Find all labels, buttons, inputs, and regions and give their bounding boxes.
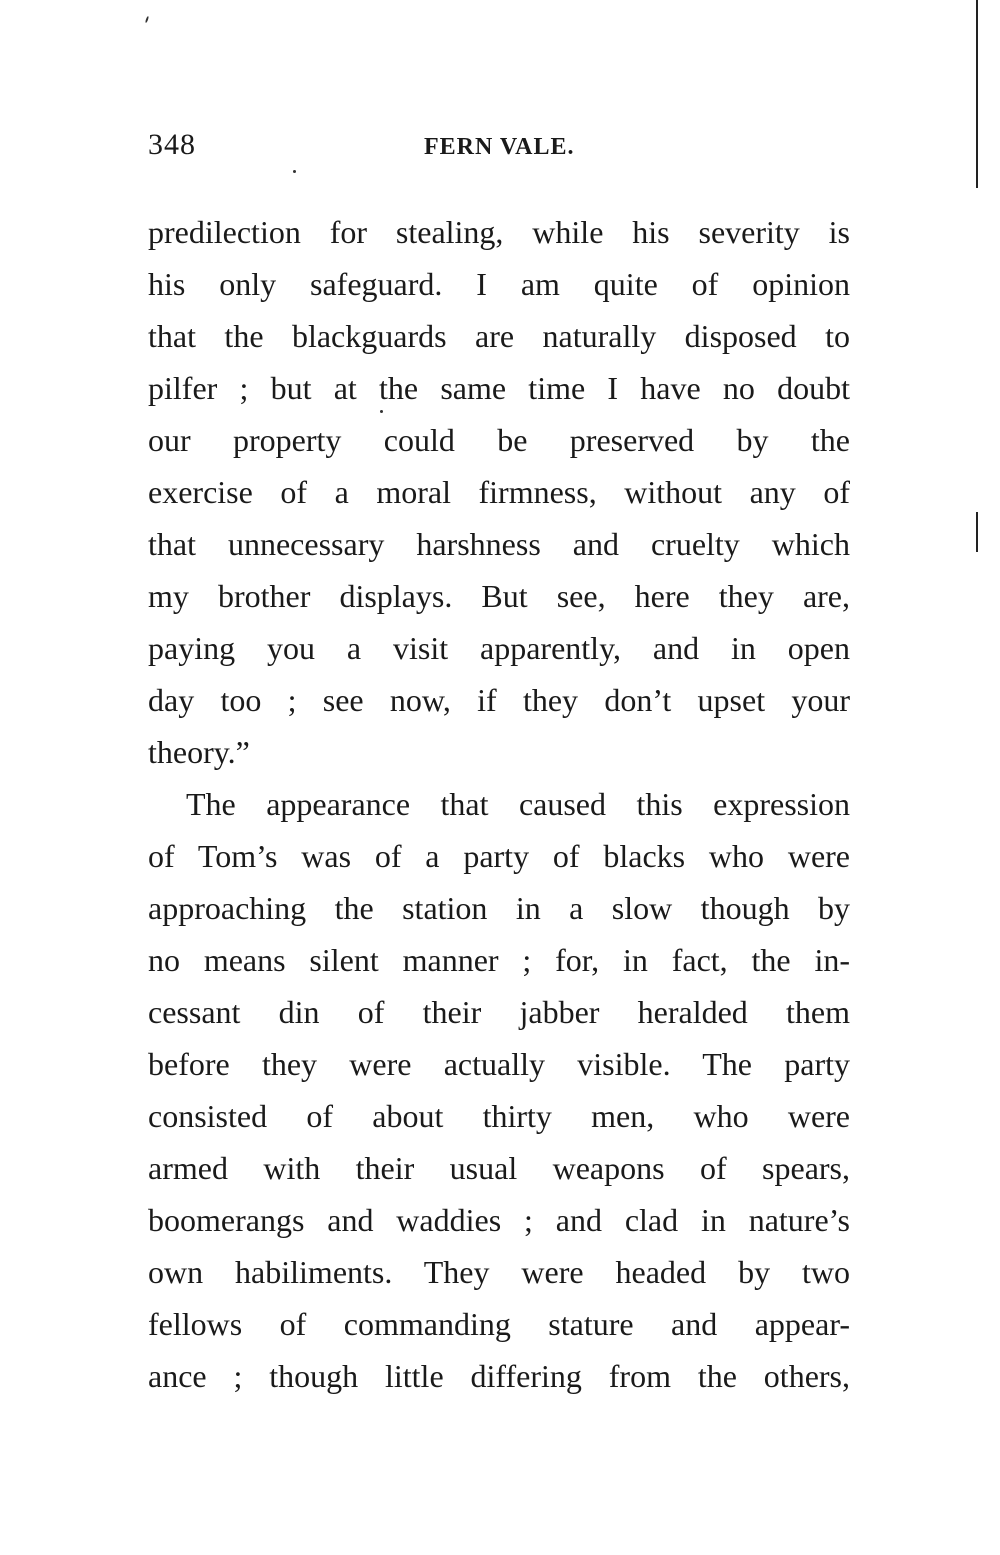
text-line: theory.” — [148, 734, 250, 770]
text-line: exercise of a moral firmness, without any of — [148, 474, 850, 510]
text-line: boomerangs and waddies ; and clad in nature’s — [148, 1202, 850, 1238]
page-header — [148, 128, 848, 168]
text-line: paying you a visit apparently, and in open — [148, 630, 850, 666]
running-head: FERN VALE. — [424, 134, 575, 160]
text-line: pilfer ; but at the same time I have no doubt — [148, 370, 850, 406]
text-line: of Tom’s was of a party of blacks who were — [148, 838, 850, 874]
text-line: our property could be preserved by the — [148, 422, 850, 458]
text-line: ance ; though little differing from the others, — [148, 1358, 850, 1394]
text-line: armed with their usual weapons of spears, — [148, 1150, 850, 1186]
text-line: consisted of about thirty men, who were — [148, 1098, 850, 1134]
text-line: his only safeguard. I am quite of opinion — [148, 266, 850, 302]
text-line: day too ; see now, if they don’t upset your — [148, 682, 850, 718]
text-line: that unnecessary harshness and cruelty which — [148, 526, 850, 562]
text-line: no means silent manner ; for, in fact, the in- — [148, 942, 850, 978]
text-line: fellows of commanding stature and appear- — [148, 1306, 850, 1342]
text-line: that the blackguards are naturally disposed to — [148, 318, 850, 354]
text-line: The appearance that caused this expression — [186, 786, 850, 822]
page-edge-mark — [976, 512, 978, 552]
body-text — [148, 206, 850, 1402]
ink-speck — [293, 170, 296, 173]
text-line: before they were actually visible. The party — [148, 1046, 850, 1082]
text-line: own habiliments. They were headed by two — [148, 1254, 850, 1290]
ink-speck — [145, 16, 149, 23]
text-line: predilection for stealing, while his severity is — [148, 214, 850, 250]
page-edge-shadow — [976, 0, 978, 188]
text-line: cessant din of their jabber heralded them — [148, 994, 850, 1030]
text-line: approaching the station in a slow though by — [148, 890, 850, 926]
page-number: 348 — [148, 128, 196, 161]
text-line: my brother displays. But see, here they are, — [148, 578, 850, 614]
